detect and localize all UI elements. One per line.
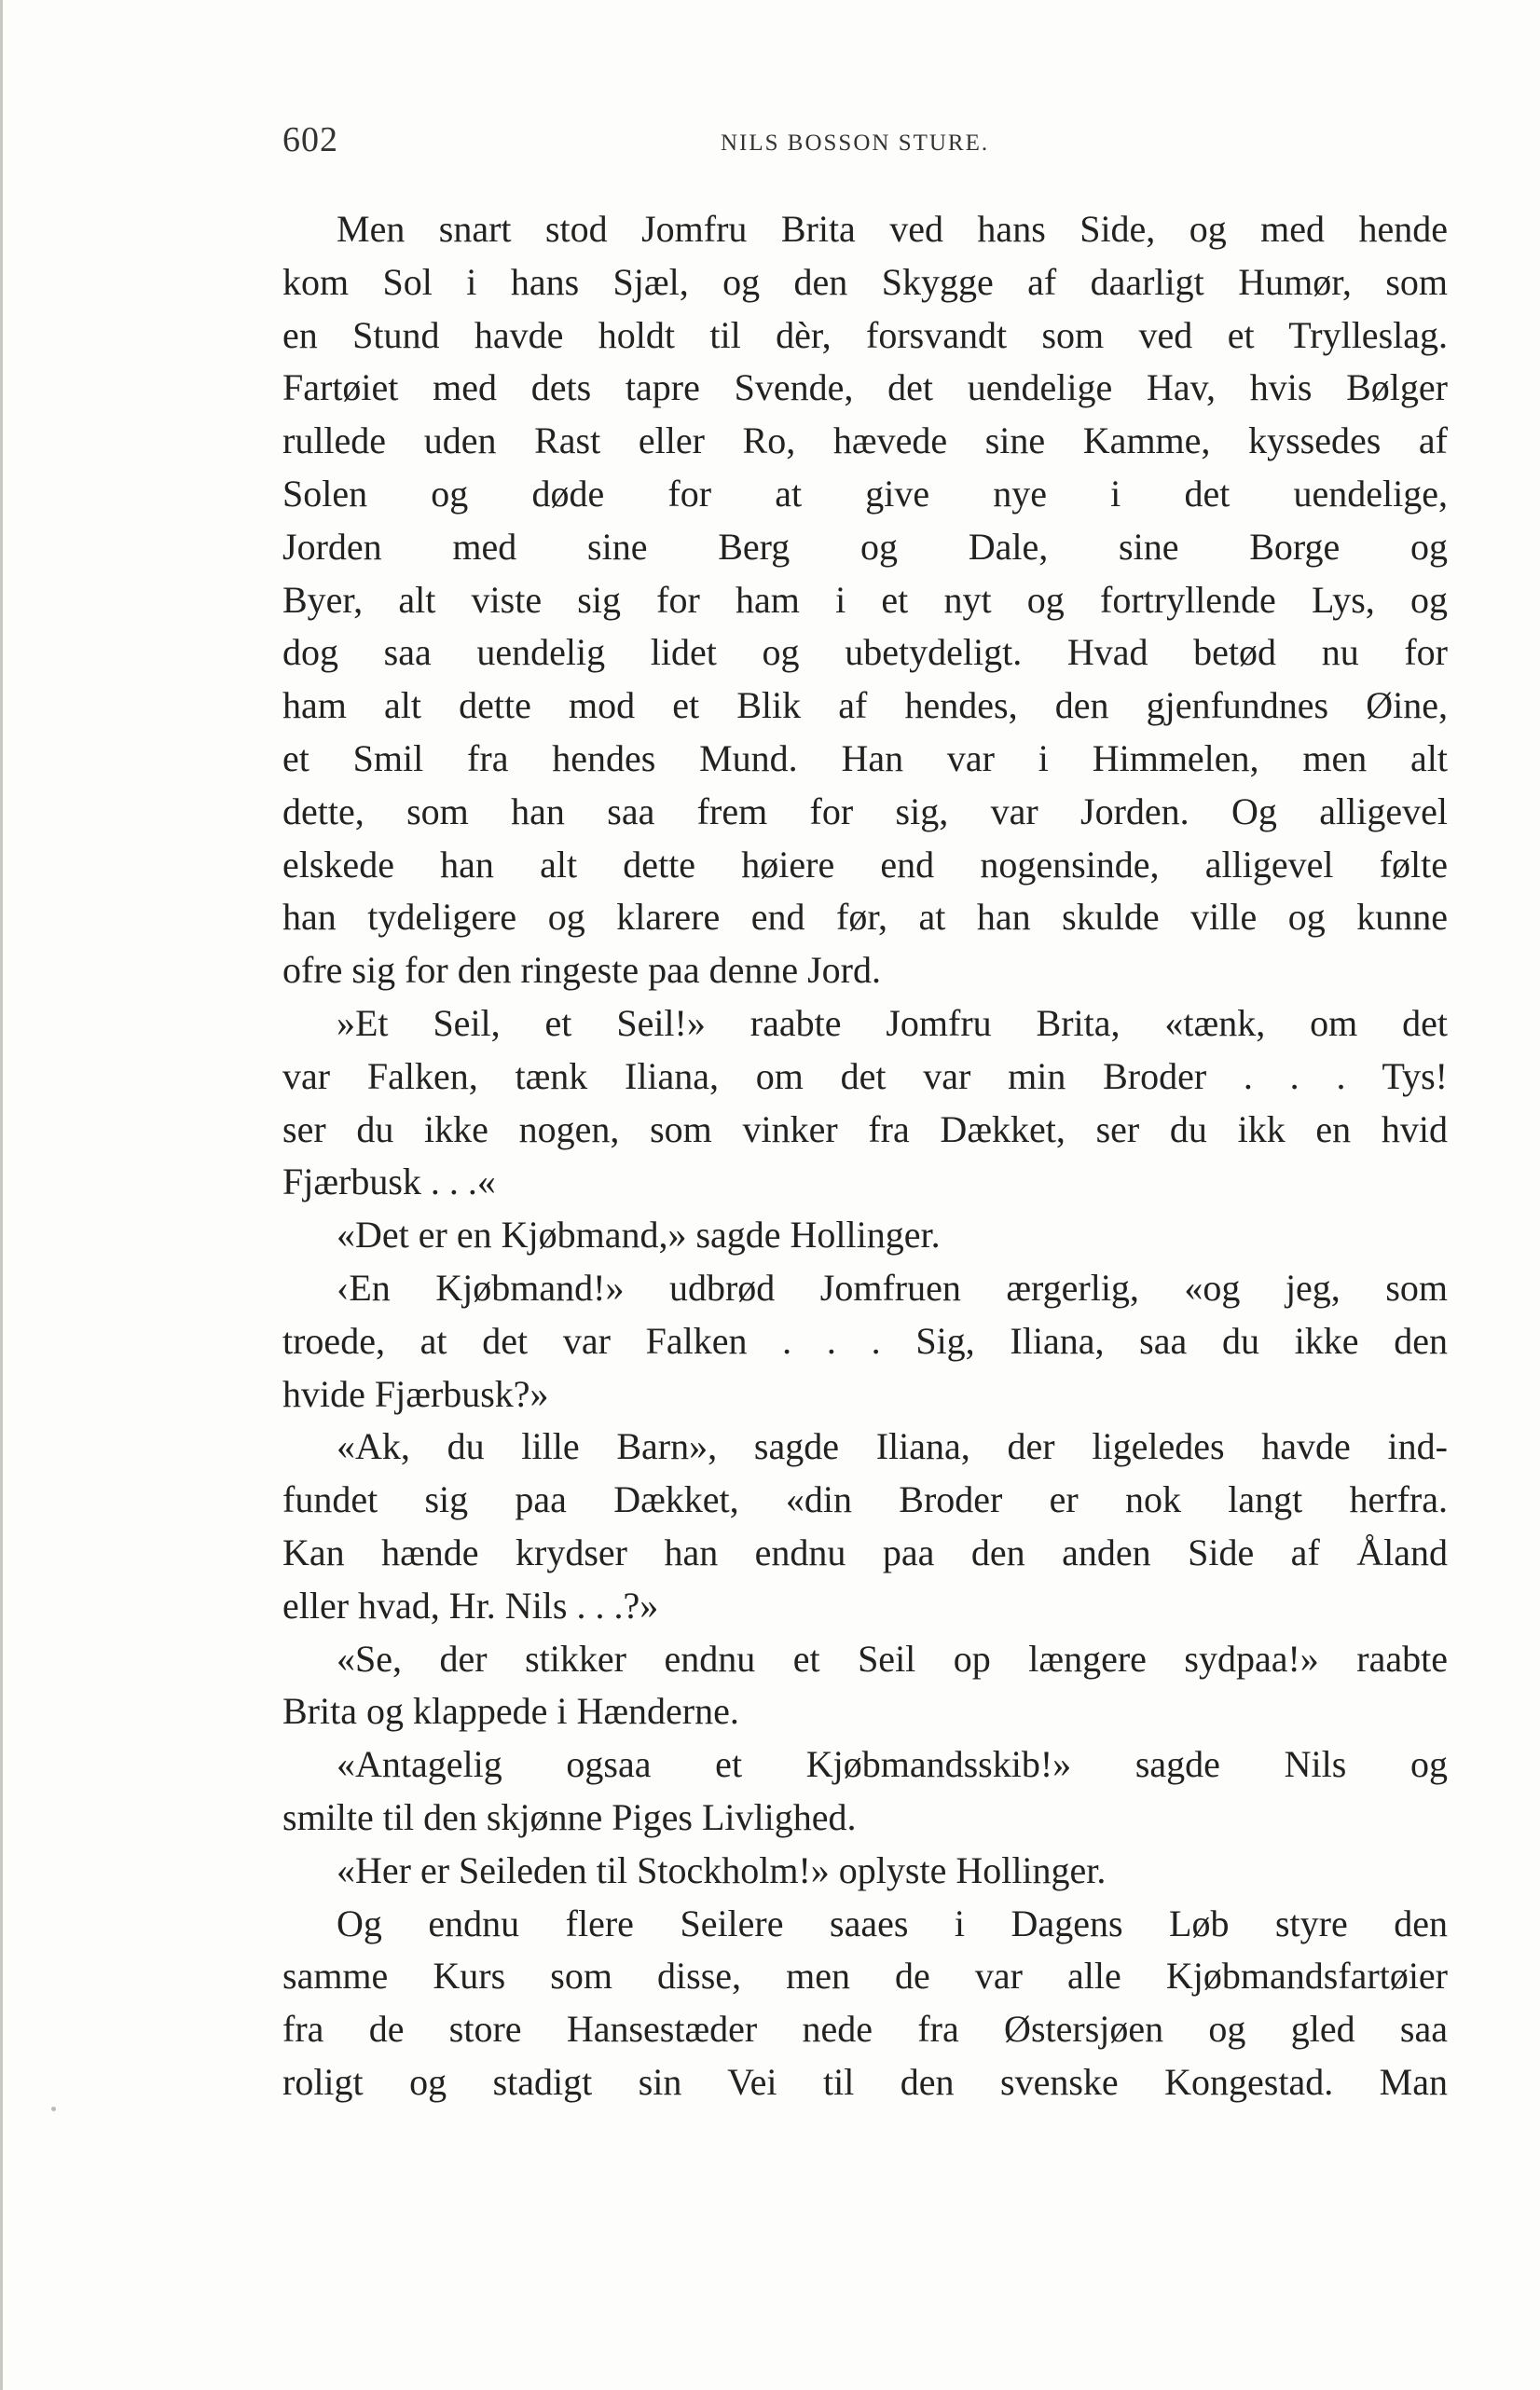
text-line: en Stund havde holdt til dèr, forsvandt som ved et Trylleslag. xyxy=(282,313,1448,356)
paragraph xyxy=(282,997,1448,1209)
text-line: dette, som han saa frem for sig, var Jorden. Og alligevel xyxy=(282,790,1448,832)
text-line: dog saa uendelig lidet og ubetydeligt. Hvad betød nu for xyxy=(282,631,1448,674)
text-line: roligt og stadigt sin Vei til den svenske Kongestad. Man xyxy=(282,2060,1448,2103)
text-line: ‹En Kjøbmand!» udbrød Jomfruen ærgerlig, «og jeg, som xyxy=(337,1266,1448,1309)
page-number: 602 xyxy=(282,120,338,159)
text-line: Jorden med sine Berg og Dale, sine Borge og xyxy=(282,525,1448,568)
paragraph xyxy=(282,1262,1448,1421)
text-line: »Et Seil, et Seil!» raabte Jomfru Brita, «tænk, om det xyxy=(337,1001,1448,1044)
text-line: eller hvad, Hr. Nils . . .?» xyxy=(282,1584,659,1627)
text-line: Solen og døde for at give nye i det uendelige, xyxy=(282,472,1448,515)
text-line: «Antagelig ogsaa et Kjøbmandsskib!» sagde Nils og xyxy=(337,1743,1448,1786)
text-line: kom Sol i hans Sjæl, og den Skygge af daarligt Humør, som xyxy=(282,260,1448,303)
paragraph xyxy=(282,1421,1448,1632)
text-line: Men snart stod Jomfru Brita ved hans Side, og med hende xyxy=(337,208,1448,250)
text-line: Fjærbusk . . .« xyxy=(282,1161,496,1203)
text-line: «Her er Seileden til Stockholm!» oplyste Hollinger. xyxy=(337,1848,1107,1891)
text-line: rullede uden Rast eller Ro, hævede sine Kamme, kyssedes af xyxy=(282,419,1448,462)
text-line: Og endnu flere Seilere saaes i Dagens Løb styre den xyxy=(337,1902,1448,1944)
paragraph xyxy=(282,203,1448,997)
text-line: elskede han alt dette høiere end nogensinde, alligevel følte xyxy=(282,843,1448,886)
text-line: «Det er en Kjøbmand,» sagde Hollinger. xyxy=(337,1214,941,1257)
text-line: ofre sig for den ringeste paa denne Jord. xyxy=(282,949,881,992)
text-line: Kan hænde krydser han endnu paa den anden Side af Åland xyxy=(282,1531,1448,1573)
text-line: Byer, alt viste sig for ham i et nyt og fortryllende Lys, og xyxy=(282,578,1448,621)
paragraph xyxy=(282,1845,1448,1898)
text-line: samme Kurs som disse, men de var alle Kjøbmandsfartøier xyxy=(282,1955,1448,1998)
text-line: var Falken, tænk Iliana, om det var min Broder . . . Tys! xyxy=(282,1054,1448,1097)
text-line: et Smil fra hendes Mund. Han var i Himmelen, men alt xyxy=(282,736,1448,779)
running-title: NILS BOSSON STURE. xyxy=(721,130,990,156)
text-line: han tydeligere og klarere end før, at han skulde ville og kunne xyxy=(282,896,1448,939)
text-line: «Ak, du lille Barn», sagde Iliana, der ligeledes havde ind- xyxy=(337,1425,1448,1468)
paragraph xyxy=(282,1209,1448,1262)
text-line: fundet sig paa Dækket, «din Broder er nok langt herfra. xyxy=(282,1478,1448,1521)
text-line: Brita og klappede i Hænderne. xyxy=(282,1690,739,1733)
paragraph xyxy=(282,1898,1448,2109)
paragraph xyxy=(282,1633,1448,1739)
text-line: fra de store Hansestæder nede fra Østersjøen og gled saa xyxy=(282,2008,1448,2051)
text-line: troede, at det var Falken . . . Sig, Iliana, saa du ikke den xyxy=(282,1319,1448,1362)
body-text xyxy=(282,203,1448,2109)
text-line: hvide Fjærbusk?» xyxy=(282,1372,549,1415)
text-line: smilte til den skjønne Piges Livlighed. xyxy=(282,1795,857,1838)
text-line: Fartøiet med dets tapre Svende, det uendelige Hav, hvis Bølger xyxy=(282,366,1448,409)
text-line: ser du ikke nogen, som vinker fra Dækket, ser du ikk en hvid xyxy=(282,1107,1448,1150)
text-line: «Se, der stikker endnu et Seil op længere sydpaa!» raabte xyxy=(337,1637,1448,1680)
text-line: ham alt dette mod et Blik af hendes, den gjenfundnes Øine, xyxy=(282,684,1448,727)
speck-mark xyxy=(51,2107,56,2111)
paragraph xyxy=(282,1738,1448,1845)
page-header xyxy=(282,119,1448,175)
